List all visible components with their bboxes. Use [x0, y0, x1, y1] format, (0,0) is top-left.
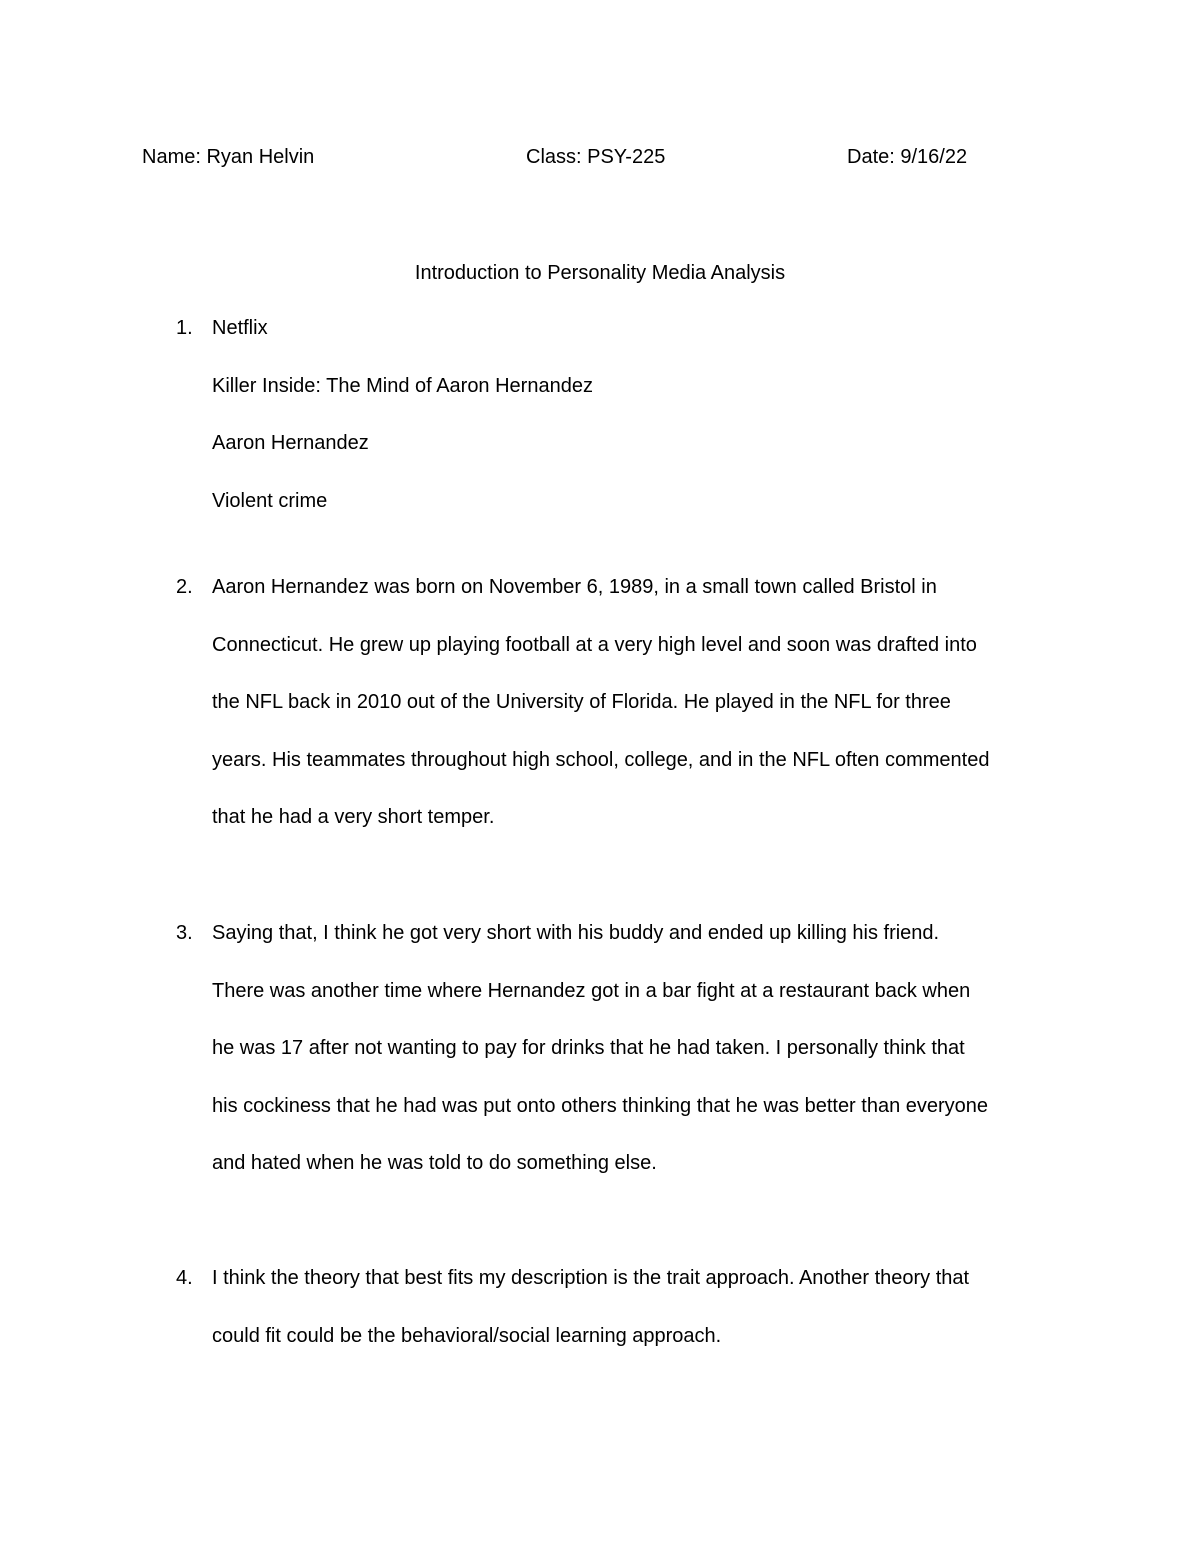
student-name: Name: Ryan Helvin [142, 146, 315, 168]
list-item-number: 4. [176, 1267, 193, 1289]
date-label: Date: 9/16/22 [847, 146, 968, 168]
list-item-body [212, 905, 1062, 1193]
document-title: Introduction to Personality Media Analysis [414, 262, 786, 284]
list-item-line: that he had a very short temper. [212, 806, 495, 828]
list-item-line: I think the theory that best fits my description is the trait approach. Another theory that [212, 1267, 970, 1289]
list-item-line: his cockiness that he had was put onto others thinking that he was better than everyone [212, 1094, 989, 1117]
list-item-body [212, 559, 1062, 847]
list-item-line: There was another time where Hernandez got in a bar fight at a restaurant back when [212, 979, 971, 1002]
list-item-line: he was 17 after not wanting to pay for drinks that he had taken. I personally think that [212, 1037, 965, 1059]
list-item-body [212, 1250, 1062, 1365]
list-item-body [212, 300, 1062, 530]
list-item-number: 2. [176, 576, 193, 598]
list-item-line: Netflix [212, 317, 268, 339]
list-item-number: 1. [176, 317, 193, 339]
class-label: Class: PSY-225 [526, 146, 666, 168]
list-item-line: the NFL back in 2010 out of the University of Florida. He played in the NFL for three [212, 691, 951, 713]
list-item-line: and hated when he was told to do something else. [212, 1152, 657, 1174]
list-item-line: Aaron Hernandez [212, 432, 369, 454]
list-item-line: Violent crime [212, 489, 328, 512]
header-row [0, 143, 1200, 171]
list-item-line: Killer Inside: The Mind of Aaron Hernandez [212, 374, 593, 397]
list-item-number: 3. [176, 922, 193, 944]
list-item-line: Aaron Hernandez was born on November 6, 1989, in a small town called Bristol in [212, 576, 937, 598]
list-item-line: years. His teammates throughout high school, college, and in the NFL often commented [212, 748, 990, 771]
list-item-line: Connecticut. He grew up playing football at a very high level and soon was drafted into [212, 633, 977, 656]
list-item-line: Saying that, I think he got very short with his buddy and ended up killing his friend. [212, 922, 940, 944]
list-item-line: could fit could be the behavioral/social learning approach. [212, 1324, 722, 1347]
